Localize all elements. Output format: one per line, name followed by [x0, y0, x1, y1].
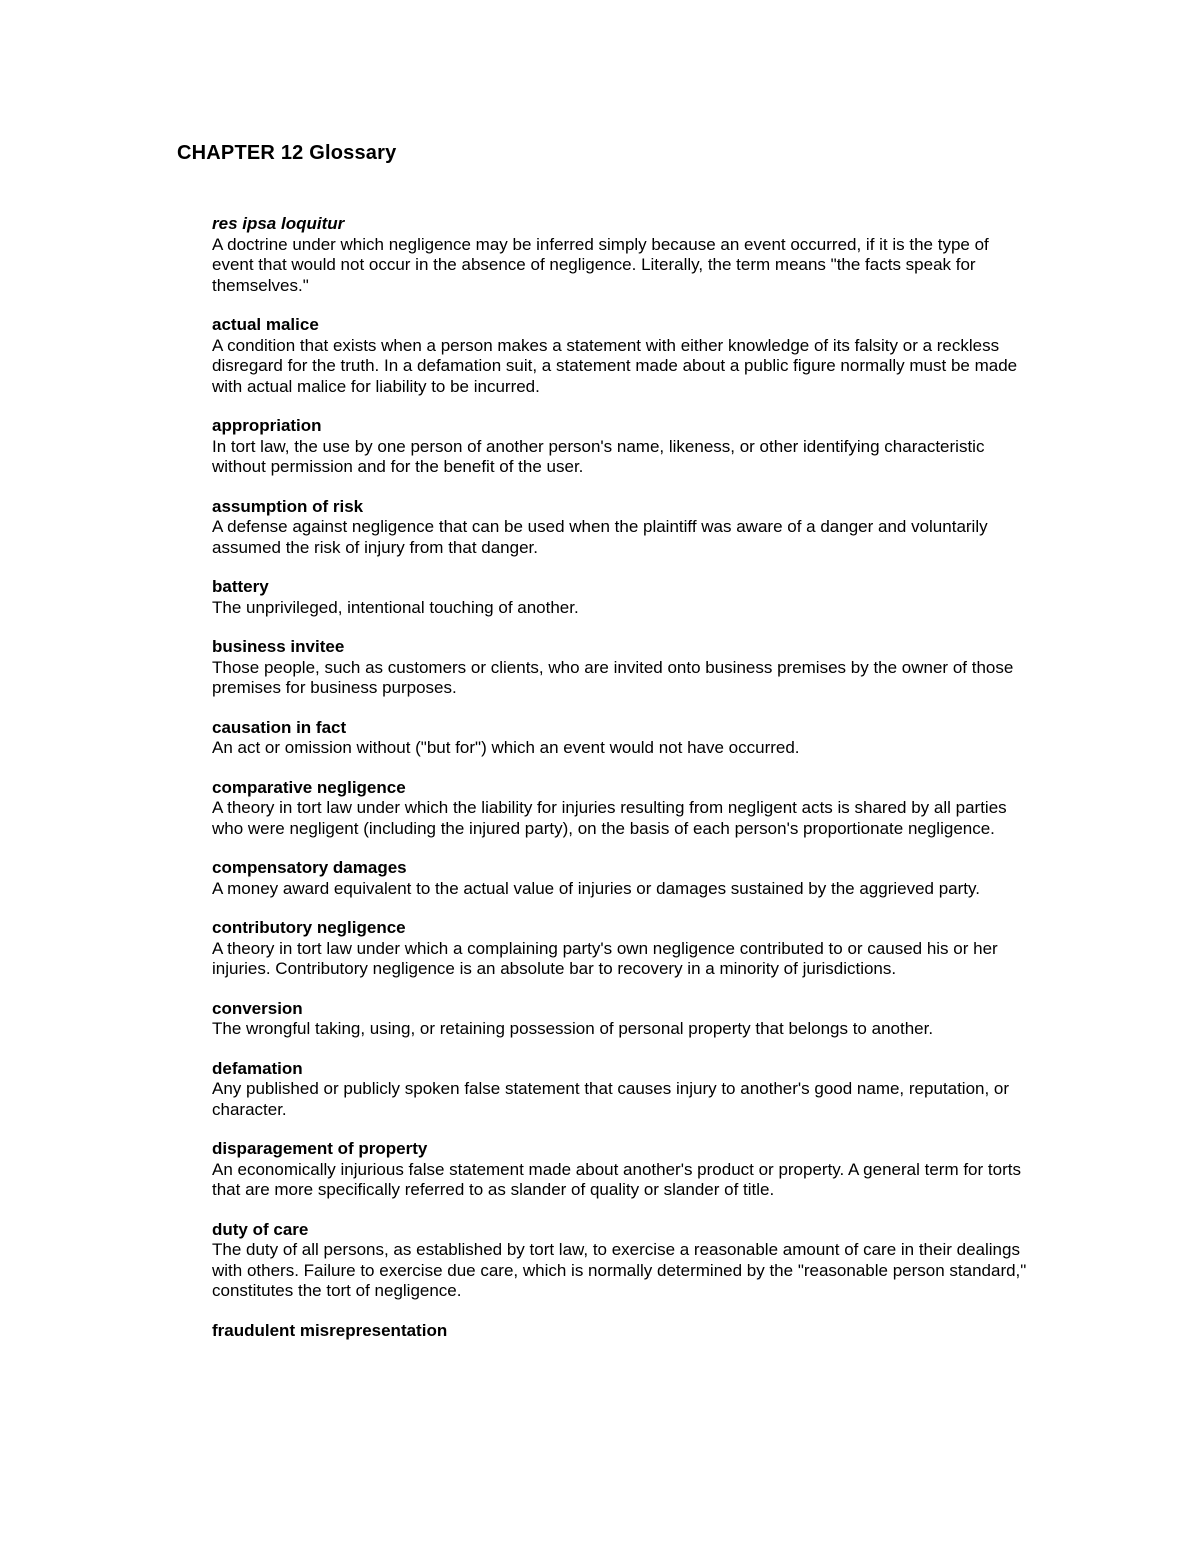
glossary-definition: The duty of all persons, as established by tort law, to exercise a reasonable amount of care in their dealings with others. Failure to exercise due care, which is normally determined by the "reasonable person standard," constitutes the tort of negligence.: [212, 1240, 1027, 1300]
glossary-entry-business-invitee: [212, 637, 1032, 699]
glossary-definition: Those people, such as customers or clients, who are invited onto business premises by the owner of those premises for business purposes.: [212, 657, 1014, 697]
glossary-definition: The unprivileged, intentional touching of another.: [212, 597, 579, 617]
glossary-entry-defamation: [212, 1059, 1032, 1121]
glossary-entry-assumption-of-risk: [212, 497, 1032, 559]
glossary-definition: A money award equivalent to the actual value of injuries or damages sustained by the aggrieved party.: [212, 878, 980, 898]
glossary-entry-contributory-negligence: [212, 918, 1032, 980]
glossary-entry-conversion: [212, 999, 1032, 1040]
glossary-entry-appropriation: [212, 416, 1032, 478]
glossary-definition: A theory in tort law under which the liability for injuries resulting from negligent acts is shared by all parties who were negligent (including the injured party), on the basis of each person's proportionate negligence.: [212, 798, 1007, 838]
glossary-entry-res-ipsa-loquitur: [212, 214, 1032, 296]
glossary-entry-causation-in-fact: [212, 718, 1032, 759]
glossary-entry-duty-of-care: [212, 1220, 1032, 1302]
glossary-term: battery: [212, 577, 269, 596]
glossary-definition: In tort law, the use by one person of another person's name, likeness, or other identifying characteristic without permission and for the benefit of the user.: [212, 436, 985, 476]
glossary-term: appropriation: [212, 416, 322, 435]
glossary-definition: A doctrine under which negligence may be inferred simply because an event occurred, if it is the type of event that would not occur in the absence of negligence. Literally, the term means "the facts speak for themselves.": [212, 234, 989, 295]
glossary-term: defamation: [212, 1058, 303, 1078]
glossary-term: res ipsa loquitur: [212, 214, 345, 233]
glossary-term: causation in fact: [212, 717, 347, 737]
glossary-term: assumption of risk: [212, 496, 364, 516]
glossary-term: compensatory damages: [212, 858, 407, 877]
glossary-entry-battery: [212, 577, 1032, 618]
glossary-entry-actual-malice: [212, 315, 1032, 397]
glossary-list: [212, 214, 1032, 1360]
glossary-term: contributory negligence: [212, 918, 406, 937]
glossary-definition: An act or omission without ("but for") which an event would not have occurred.: [212, 738, 800, 757]
glossary-entry-compensatory-damages: [212, 858, 1032, 899]
glossary-definition: The wrongful taking, using, or retaining possession of personal property that belongs to another.: [212, 1019, 934, 1038]
glossary-term: duty of care: [212, 1219, 309, 1239]
glossary-definition: Any published or publicly spoken false statement that causes injury to another's good name, reputation, or character.: [212, 1079, 1010, 1119]
glossary-term: business invitee: [212, 637, 345, 656]
glossary-definition: A defense against negligence that can be used when the plaintiff was aware of a danger and voluntarily assumed the risk of injury from that danger.: [212, 517, 988, 557]
glossary-definition: A theory in tort law under which a complaining party's own negligence contributed to or caused his or her injuries. Contributory negligence is an absolute bar to recovery in a minority of jurisdictions.: [212, 938, 998, 978]
glossary-definition: A condition that exists when a person makes a statement with either knowledge of its falsity or a reckless disregard for the truth. In a defamation suit, a statement made about a public figure normally must be made with actual malice for liability to be incurred.: [212, 335, 1018, 396]
glossary-term: actual malice: [212, 315, 319, 334]
glossary-definition: An economically injurious false statement made about another's product or property. A general term for torts that are more specifically referred to as slander of quality or slander of title.: [212, 1159, 1021, 1199]
glossary-term: disparagement of property: [212, 1139, 428, 1158]
page-title: CHAPTER 12 Glossary: [177, 142, 397, 164]
glossary-term: comparative negligence: [212, 777, 406, 797]
glossary-entry-comparative-negligence: [212, 778, 1032, 840]
glossary-entry-disparagement-of-property: [212, 1139, 1032, 1201]
glossary-term: conversion: [212, 998, 303, 1018]
glossary-term: fraudulent misrepresentation: [212, 1320, 448, 1340]
glossary-entry-fraudulent-misrepresentation: [212, 1321, 1032, 1342]
